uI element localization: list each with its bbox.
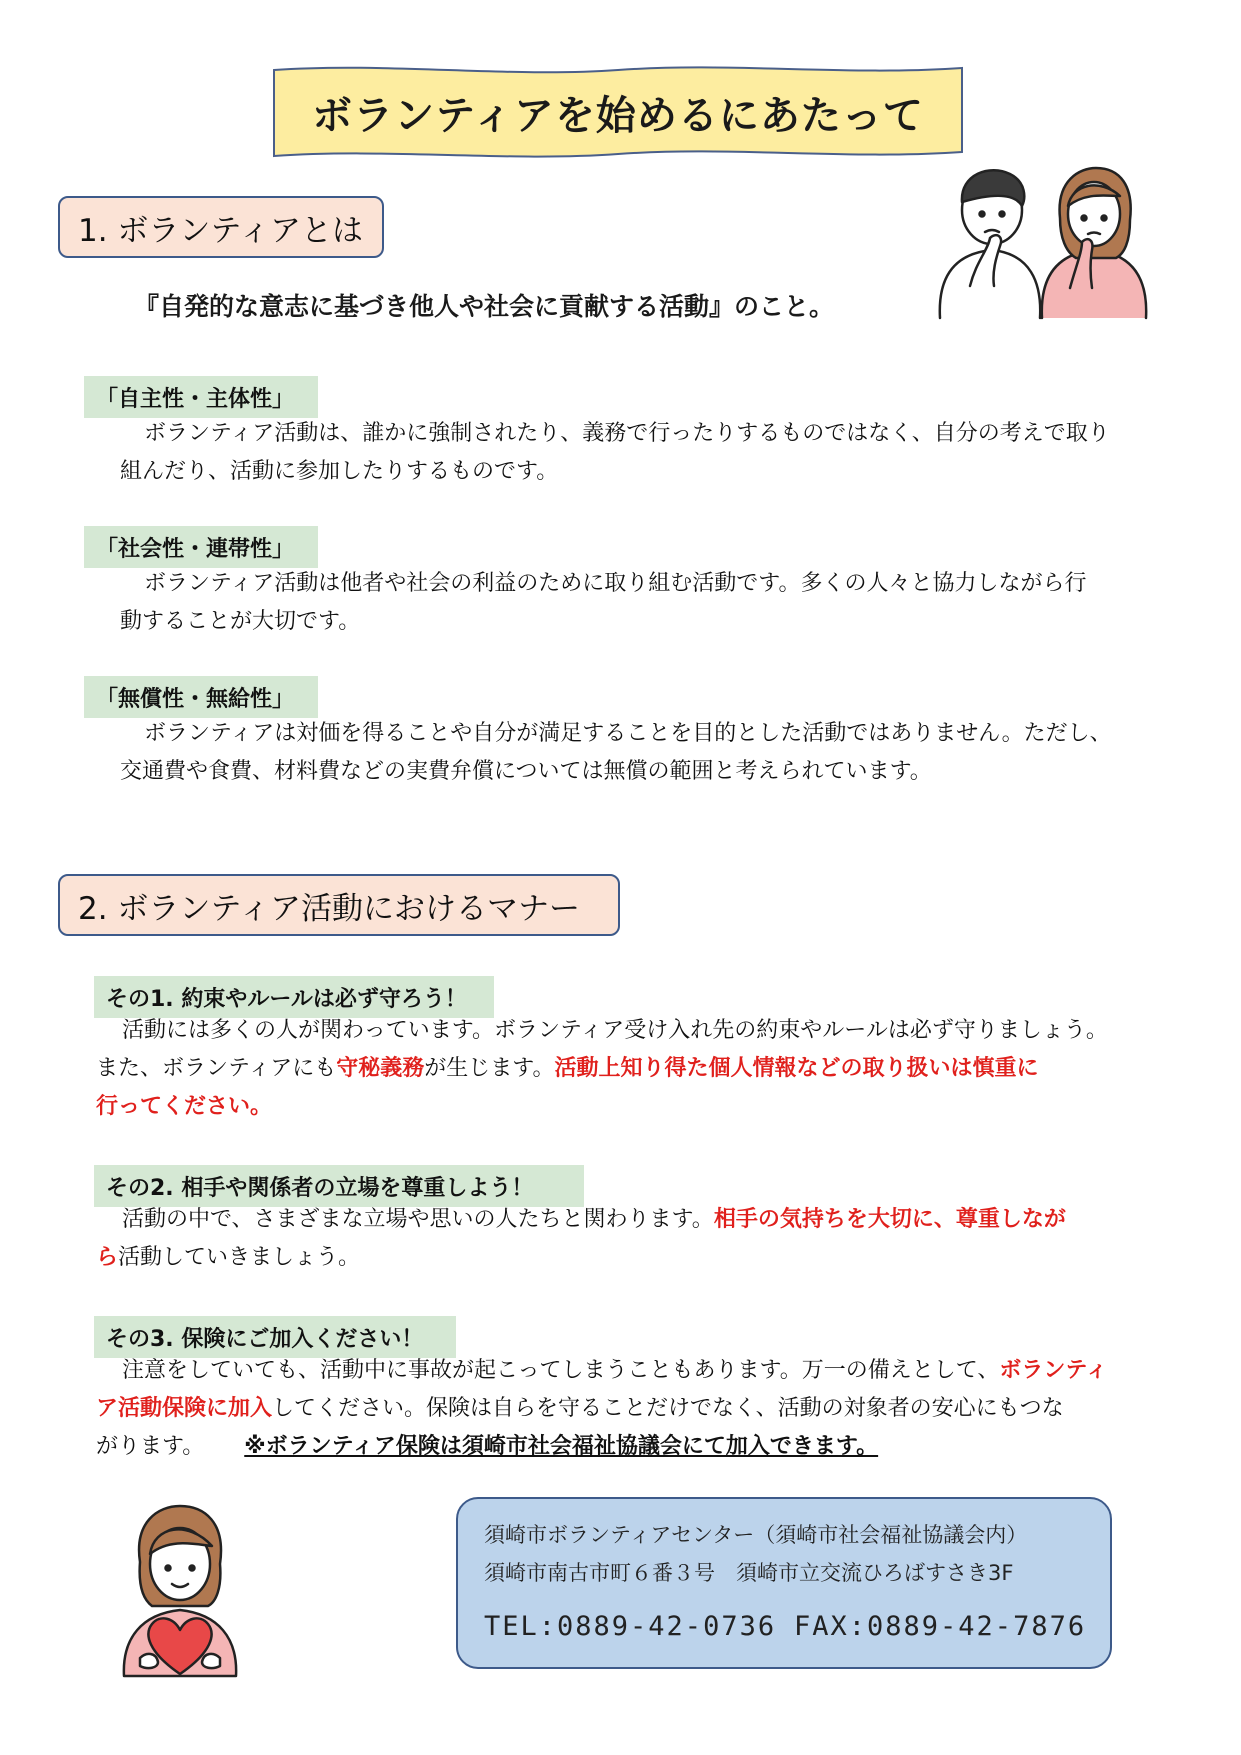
paragraph-solidarity bbox=[120, 565, 1180, 641]
paragraph-manner-2 bbox=[96, 1201, 1186, 1277]
paragraph-autonomy bbox=[120, 415, 1180, 491]
contact-fax: FAX:0889-42-7876 bbox=[794, 1611, 1087, 1642]
paragraph-manner-3 bbox=[96, 1352, 1186, 1466]
text-run: 活動の中で、さまざまな立場や思いの人たちと関わります。 bbox=[122, 1207, 714, 1232]
volunteer-definition: 『自発的な意志に基づき他人や社会に貢献する活動』のこと。 bbox=[134, 292, 835, 321]
paragraph-manner-1 bbox=[96, 1012, 1186, 1126]
text-run: が生じます。 bbox=[424, 1056, 555, 1081]
paragraph-line: 活動には多くの人が関わっています。ボランティア受け入れ先の約束やルールは必ず守りましょう。 bbox=[122, 1018, 1108, 1043]
paragraph-line: 交通費や食費、材料費などの実費弁償については無償の範囲と考えられています。 bbox=[120, 759, 932, 784]
paragraph-line bbox=[96, 1207, 1066, 1232]
paragraph-line: 動することが大切です。 bbox=[120, 609, 361, 634]
label-manner-1: その1. 約束やルールは必ず守ろう！ bbox=[94, 976, 494, 1018]
text-run: がります。 bbox=[96, 1434, 205, 1459]
emphasis-insurance-cont: ア活動保険に加入 bbox=[96, 1396, 273, 1421]
emphasis-privacy: 活動上知り得た個人情報などの取り扱いは慎重に bbox=[554, 1056, 1039, 1081]
emphasis-confidentiality: 守秘義務 bbox=[336, 1056, 425, 1081]
paragraph-line bbox=[96, 1245, 360, 1270]
paragraph-line bbox=[96, 1434, 878, 1459]
label-unpaid: 「無償性・無給性」 bbox=[84, 676, 318, 718]
label-solidarity: 「社会性・連帯性」 bbox=[84, 526, 318, 568]
emphasis-respect-cont: ら bbox=[96, 1245, 119, 1270]
paragraph-line: ボランティアは対価を得ることや自分が満足することを目的とした活動ではありません。ただし、 bbox=[144, 721, 1112, 746]
insurance-note: ※ボランティア保険は須崎市社会福祉協議会にて加入できます。 bbox=[244, 1434, 879, 1459]
emphasis-privacy-cont: 行ってください。 bbox=[96, 1094, 273, 1119]
paragraph-line: 組んだり、活動に参加したりするものです。 bbox=[120, 459, 559, 484]
paragraph-line: ボランティア活動は他者や社会の利益のために取り組む活動です。多くの人々と協力しながら行 bbox=[144, 571, 1087, 596]
woman-figure bbox=[1042, 168, 1146, 318]
woman-holding-heart-illustration bbox=[118, 1502, 242, 1678]
section2-header: 2. ボランティア活動におけるマナー bbox=[58, 874, 620, 936]
contact-tel: TEL:0889-42-0736 bbox=[484, 1611, 777, 1642]
text-run: また、ボランティアにも bbox=[96, 1056, 337, 1081]
title-banner bbox=[268, 62, 968, 162]
label-manner-3: その3. 保険にご加入ください！ bbox=[94, 1316, 456, 1358]
paragraph-line bbox=[96, 1358, 1108, 1383]
man-figure bbox=[940, 170, 1040, 318]
label-autonomy: 「自主性・主体性」 bbox=[84, 376, 318, 418]
contact-organization: 須崎市ボランティアセンター（須崎市社会福祉協議会内） bbox=[484, 1523, 1028, 1547]
section1-header: 1. ボランティアとは bbox=[58, 196, 384, 258]
page-title: ボランティアを始めるにあたって bbox=[312, 92, 924, 139]
paragraph-line: ボランティア活動は、誰かに強制されたり、義務で行ったりするものではなく、自分の考えで取り bbox=[144, 421, 1110, 446]
text-run: してください。保険は自らを守ることだけでなく、活動の対象者の安心にもつな bbox=[272, 1396, 1064, 1421]
paragraph-line bbox=[96, 1396, 1064, 1421]
text-run: 注意をしていても、活動中に事故が起こってしまうこともあります。万一の備えとして、 bbox=[122, 1358, 1000, 1383]
contact-box bbox=[456, 1497, 1112, 1669]
text-run: 活動していきましょう。 bbox=[118, 1245, 361, 1270]
contact-address: 須崎市南古市町６番３号 須崎市立交流ひろばすさき3F bbox=[484, 1561, 1014, 1585]
paragraph-unpaid bbox=[120, 715, 1180, 791]
thinking-couple-illustration bbox=[930, 162, 1150, 320]
label-manner-2: その2. 相手や関係者の立場を尊重しよう！ bbox=[94, 1165, 584, 1207]
emphasis-insurance: ボランティ bbox=[999, 1358, 1108, 1383]
emphasis-respect: 相手の気持ちを大切に、尊重しなが bbox=[713, 1207, 1066, 1232]
paragraph-line bbox=[96, 1056, 1039, 1081]
